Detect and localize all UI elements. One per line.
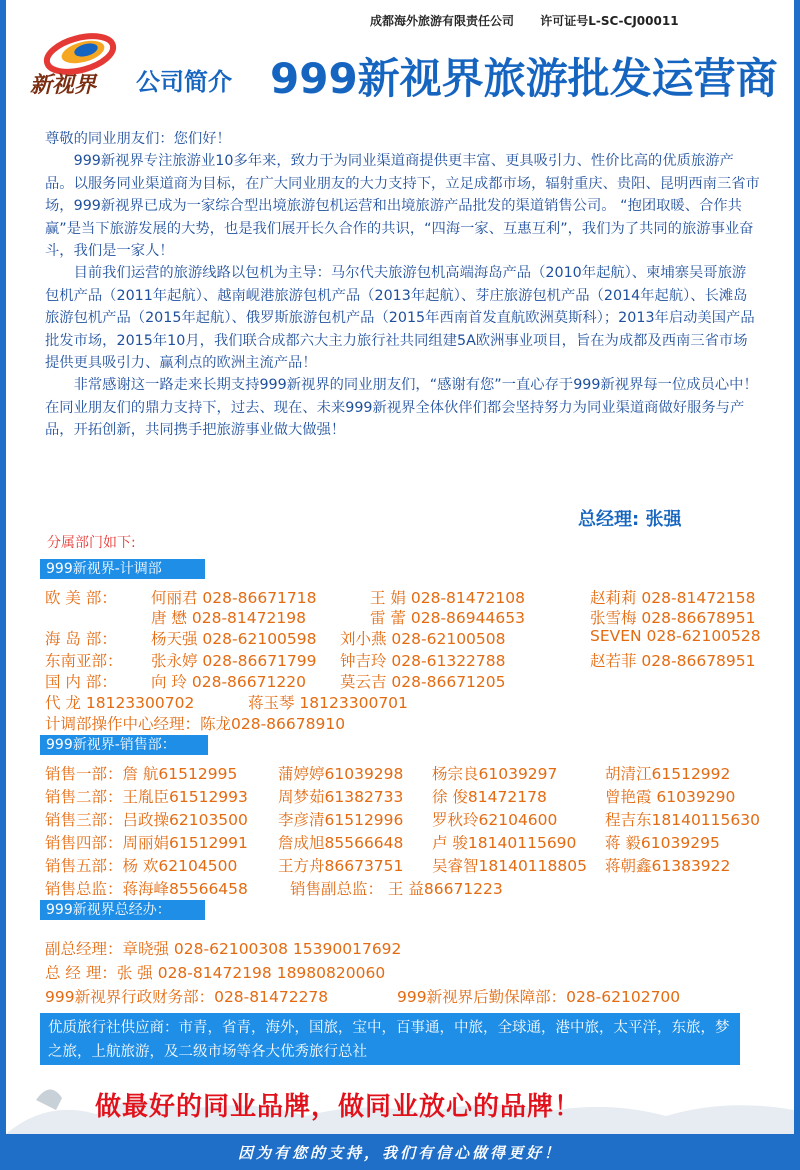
- contact: 蒲婷婷61039298: [278, 765, 404, 783]
- contact: 总 经 理：张 强 028-81472198 18980820060: [45, 964, 386, 982]
- contact: 曾艳霞 61039290: [605, 788, 736, 806]
- footer-text: 因为有您的支持，我们有信心做得更好！: [237, 1144, 562, 1162]
- contact: 蒋朝鑫61383922: [605, 857, 731, 875]
- contact: 唐 懋 028-81472198: [151, 609, 306, 627]
- intro-text: [45, 128, 760, 442]
- section-planning: 999新视界-计调部: [40, 559, 205, 579]
- contact: 999新视界行政财务部：028-81472278: [45, 988, 329, 1006]
- contact: 向 玲 028-86671220: [151, 673, 306, 691]
- contact: 蒋玉琴 18123300701: [248, 694, 408, 712]
- contact: 周梦茹61382733: [278, 788, 404, 806]
- contact: 销售五部：杨 欢62104500: [45, 857, 238, 875]
- contact: 莫云吉 028-86671205: [340, 673, 506, 691]
- contact: 张雪梅 028-86678951: [590, 609, 756, 627]
- company-name: 成都海外旅游有限责任公司: [370, 14, 515, 28]
- header-info: [370, 12, 701, 29]
- contact: 李彦清61512996: [278, 811, 404, 829]
- contact: 王方舟86673751: [278, 857, 404, 875]
- manager-contact: 计调部操作中心经理：陈龙028-86678910: [45, 715, 346, 733]
- contact: 999新视界后勤保障部：028-62102700: [397, 988, 681, 1006]
- dept-label: 海 岛 部：: [45, 630, 117, 648]
- contact: 吴睿智18140118805: [432, 857, 587, 875]
- contact: 赵莉莉 028-81472158: [590, 589, 756, 607]
- supplier-box: 优质旅行社供应商：市青，省青，海外，国旅，宝中，百事通，中旅，全球通，港中旅，太平洋，东旅，梦之旅，上航旅游，及二级市场等各大优秀旅行总社: [40, 1013, 740, 1065]
- contact: 副总经理：章晓强 028-62100308 15390017692: [45, 940, 402, 958]
- contact: 杨宗良61039297: [432, 765, 558, 783]
- intro-paragraph-1: 999新视界专注旅游业10多年来，致力于为同业渠道商提供更丰富、更具吸引力、性价比高的优质旅游产品。以服务同业渠道商为目标，在广大同业朋友的大力支持下，立足成都市场，辐射重庆、贵阳、昆明西南三省市场，999新视界已成为一家综合型出境旅游包机运营和出境旅游产品批发的渠道销售公司。 “抱团取暖、合作共赢”是当下旅游发展的大势，也是我们展开长久合作的共识，“四海一家、互惠互利”，我们为了共同的旅游事业奋斗，我们是一家人！: [45, 153, 760, 260]
- contact: SEVEN 028-62100528: [590, 627, 761, 645]
- logo-text: 新视界: [30, 72, 97, 98]
- contact: 钟吉玲 028-61322788: [340, 652, 506, 670]
- contact: 张永婷 028-86671799: [151, 652, 317, 670]
- contact: 蒋 毅61039295: [605, 834, 720, 852]
- general-manager: 总经理: 张强: [578, 509, 682, 530]
- intro-paragraph-2: 目前我们运营的旅游线路以包机为主导：马尔代夫旅游包机高端海岛产品（2010年起航）、柬埔寨吴哥旅游包机产品（2011年起航）、越南岘港旅游包机产品（2013年起航）、芽庄旅游包机产品（2014年起航）、长滩岛旅游包机产品（2015年起航）、俄罗斯旅游包机产品（2015年西南首发直航欧洲莫斯科）；2013年启动美国产品批发市场，2015年10月，我们联合成都六大主力旅行社共同组建5A欧洲事业项目，旨在为成都及西南三省市场提供更具吸引力、赢利点的欧洲主流产品！: [45, 265, 755, 372]
- contact: 销售三部：吕政操62103500: [45, 811, 248, 829]
- contact: 刘小燕 028-62100508: [340, 630, 506, 648]
- contact: 销售一部：詹 航61512995: [45, 765, 238, 783]
- slogan: 做最好的同业品牌，做同业放心的品牌！: [95, 1092, 582, 1122]
- license-number: 许可证号L-SC-CJ00011: [540, 14, 679, 28]
- greeting: 尊敬的同业朋友们：您们好！: [45, 131, 231, 147]
- intro-label: 公司简介: [136, 68, 232, 96]
- section-gm-office: 999新视界总经办：: [40, 900, 205, 920]
- contact: 代 龙 18123300702: [45, 694, 195, 712]
- contact: 销售二部：王胤臣61512993: [45, 788, 248, 806]
- intro-paragraph-3: 非常感谢这一路走来长期支持999新视界的同业朋友们，“感谢有您”一直心存于999新视界每一位成员心中！在同业朋友们的鼎力支持下，过去、现在、未来999新视界全体伙伴们都会坚持努力为同业渠道商做好服务与产品，开拓创新，共同携手把旅游事业做大做强！: [45, 377, 758, 439]
- department-heading: 分属部门如下:: [47, 535, 136, 551]
- dept-label: 国 内 部：: [45, 673, 117, 691]
- contact: 销售总监：蒋海峰85566458: [45, 880, 248, 898]
- contact: 销售四部：周丽娟61512991: [45, 834, 248, 852]
- contact: 詹成旭85566648: [278, 834, 404, 852]
- contact: 卢 骏18140115690: [432, 834, 577, 852]
- contact: 胡清江61512992: [605, 765, 731, 783]
- contact: 徐 俊81472178: [432, 788, 547, 806]
- dept-label: 欧 美 部：: [45, 589, 117, 607]
- contact: 雷 蕾 028-86944653: [370, 609, 525, 627]
- footer-bar: [0, 1134, 800, 1170]
- contact: 赵若菲 028-86678951: [590, 652, 756, 670]
- contact: 罗秋玲62104600: [432, 811, 558, 829]
- contact: 程吉东18140115630: [605, 811, 760, 829]
- contact: 销售副总监： 王 益86671223: [290, 880, 503, 898]
- contact: 何丽君 028-86671718: [151, 589, 317, 607]
- page-title: 999新视界旅游批发运营商: [270, 54, 778, 103]
- butterfly-icon: [36, 1089, 62, 1110]
- contact: 杨天强 028-62100598: [151, 630, 317, 648]
- section-sales: 999新视界-销售部：: [40, 735, 208, 755]
- contact: 王 娟 028-81472108: [370, 589, 525, 607]
- dept-label: 东南亚部：: [45, 652, 123, 670]
